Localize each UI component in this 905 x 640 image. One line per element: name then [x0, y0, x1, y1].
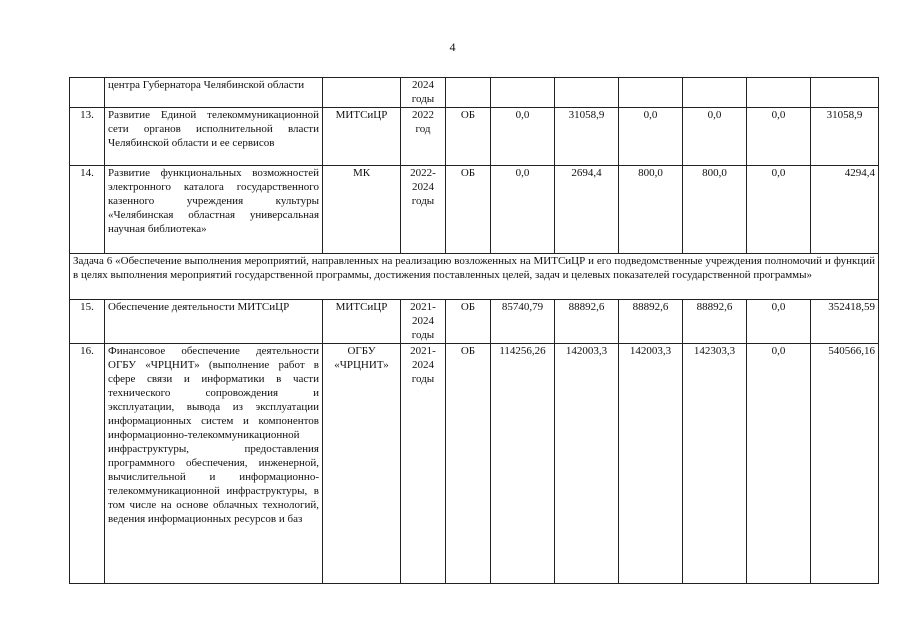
value-cell: 114256,26: [491, 344, 555, 584]
total-cell: 31058,9: [811, 108, 879, 166]
value-cell: [747, 78, 811, 108]
table-row: [70, 300, 879, 344]
funding-source: ОБ: [446, 344, 491, 584]
row-number: 16.: [70, 344, 105, 584]
value-cell: 800,0: [683, 166, 747, 254]
total-cell: 352418,59: [811, 300, 879, 344]
task-row: [70, 254, 879, 300]
value-cell: 88892,6: [683, 300, 747, 344]
funding-source: ОБ: [446, 300, 491, 344]
value-cell: 0,0: [683, 108, 747, 166]
years: 2024 годы: [401, 78, 446, 108]
executor: [323, 78, 401, 108]
task-heading: Задача 6 «Обеспечение выполнения мероприятий, направленных на реализацию возложенных на МИТСиЦР и его подведомственные учреждения полномочий и функций в целях выполнения мероприятий государственной программы, достижения поставленных целей, задач и целевых показателей государственной программы»: [70, 254, 879, 300]
table-row: [70, 108, 879, 166]
value-cell: 142003,3: [619, 344, 683, 584]
value-cell: 0,0: [747, 166, 811, 254]
value-cell: 85740,79: [491, 300, 555, 344]
value-cell: 142303,3: [683, 344, 747, 584]
funding-source: [446, 78, 491, 108]
total-cell: 540566,16: [811, 344, 879, 584]
event-name: Развитие Единой телекоммуникационной сети органов исполнительной власти Челябинской области и ее сервисов: [105, 108, 323, 166]
event-name: Развитие функциональных возможностей электронного каталога государственного казенного учреждения культуры «Челябинская областная универсальная научная библиотека»: [105, 166, 323, 254]
value-cell: 31058,9: [555, 108, 619, 166]
years: 2021-2024 годы: [401, 300, 446, 344]
value-cell: 0,0: [747, 300, 811, 344]
executor: МИТСиЦР: [323, 108, 401, 166]
table-row: [70, 344, 879, 584]
page-number: 4: [449, 40, 456, 54]
value-cell: 142003,3: [555, 344, 619, 584]
value-cell: [683, 78, 747, 108]
value-cell: 88892,6: [619, 300, 683, 344]
executor: ОГБУ «ЧРЦНИТ»: [323, 344, 401, 584]
row-number: 14.: [70, 166, 105, 254]
table-row: [70, 78, 879, 108]
executor: МК: [323, 166, 401, 254]
value-cell: 0,0: [491, 166, 555, 254]
total-cell: [811, 78, 879, 108]
value-cell: [619, 78, 683, 108]
row-number: 13.: [70, 108, 105, 166]
table-row: [70, 166, 879, 254]
value-cell: 0,0: [619, 108, 683, 166]
value-cell: 0,0: [491, 108, 555, 166]
years: 2022-2024 годы: [401, 166, 446, 254]
value-cell: [555, 78, 619, 108]
funding-source: ОБ: [446, 108, 491, 166]
event-name: Финансовое обеспечение деятельности ОГБУ «ЧРЦНИТ» (выполнение работ в сфере связи и информатики в части технического сопровождения и эксплуатации, вывода из эксплуатации информационных систем и компонентов информационно-телекоммуникационной инфраструктуры, предоставления программного обеспечения, инженерной, вычислительной и информационно-телекоммуникационной инфраструктуры, в том числе на основе облачных технологий, ведения информационных ресурсов и баз: [105, 344, 323, 584]
value-cell: 88892,6: [555, 300, 619, 344]
value-cell: 0,0: [747, 108, 811, 166]
row-number: [70, 78, 105, 108]
executor: МИТСиЦР: [323, 300, 401, 344]
event-name: центра Губернатора Челябинской области: [105, 78, 323, 108]
years: 2021-2024 годы: [401, 344, 446, 584]
total-cell: 4294,4: [811, 166, 879, 254]
funding-source: ОБ: [446, 166, 491, 254]
value-cell: 800,0: [619, 166, 683, 254]
value-cell: 0,0: [747, 344, 811, 584]
program-table: [69, 77, 879, 584]
value-cell: [491, 78, 555, 108]
value-cell: 2694,4: [555, 166, 619, 254]
years: 2022 год: [401, 108, 446, 166]
event-name: Обеспечение деятельности МИТСиЦР: [105, 300, 323, 344]
row-number: 15.: [70, 300, 105, 344]
